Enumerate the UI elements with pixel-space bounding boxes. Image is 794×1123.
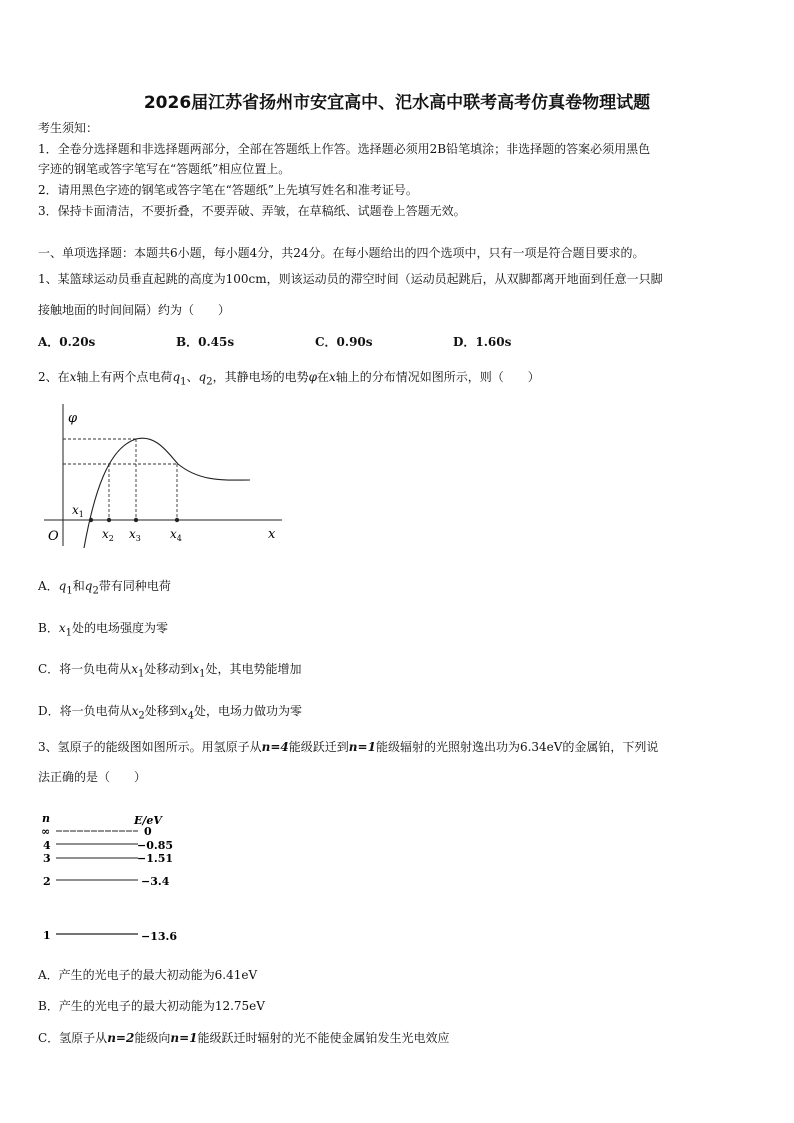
- label-x3: $x_3$: [129, 527, 141, 543]
- level-label-3: 3: [43, 852, 51, 865]
- page-title: 2026届江苏省扬州市安宜高中、汜水高中联考高考仿真卷物理试题: [143, 93, 651, 113]
- level-energy-inf: 0: [144, 825, 152, 838]
- notice-heading: 考生须知：: [38, 121, 99, 135]
- level-label-inf: ∞: [41, 825, 51, 838]
- level-label-4: 4: [43, 839, 51, 852]
- notice-item: 2．请用黑色字迹的钢笔或答字笔在“答题纸”上先填写姓名和准考证号。: [38, 183, 418, 197]
- q2-option-a[interactable]: A．$q_1$和$q_2$带有同种电荷: [38, 579, 171, 597]
- q1-option-d[interactable]: D．1.60s: [453, 335, 512, 349]
- level-energy-1: −13.6: [141, 930, 178, 943]
- q2-option-c[interactable]: C．将一负电荷从$x_1$处移动到$x_1$处，其电势能增加: [38, 662, 302, 680]
- point-x3: [134, 518, 138, 522]
- q1-stem-line2: 接触地面的时间间隔）约为（ ）: [38, 303, 231, 317]
- q1-stem-line1: 1、某篮球运动员垂直起跳的高度为100cm，则该运动员的滞空时间（运动员起跳后，从双脚都离开地面到任意一只脚: [38, 272, 663, 286]
- graph-x-label: x: [268, 527, 276, 542]
- graph-origin-label: O: [48, 529, 59, 544]
- diagram-n-header: n: [42, 812, 50, 825]
- q1-option-b[interactable]: B．0.45s: [176, 335, 235, 349]
- energy-level-diagram: [38, 810, 208, 950]
- q3-stem-line2: 法正确的是（ ）: [38, 770, 147, 784]
- q2-option-d[interactable]: D．将一负电荷从$x_2$处移到$x_4$处，电场力做功为零: [38, 704, 302, 722]
- q3-option-c[interactable]: C．氢原子从n=2能级向n=1能级跃迁时辐射的光不能使金属铂发生光电效应: [38, 1031, 450, 1045]
- potential-graph: [38, 398, 288, 548]
- q3-stem-line1: 3、氢原子的能级图如图所示。用氢原子从n=4能级跃迁到n=1能级辐射的光照射逸出功为6.34eV的金属铂，下列说: [38, 740, 659, 754]
- level-energy-4: −0.85: [137, 839, 174, 852]
- label-x2: $x_2$: [102, 527, 114, 543]
- notice-item: 1．全卷分选择题和非选择题两部分，全部在答题纸上作答。选择题必须用2B铅笔填涂；非选择题的答案必须用黑色: [38, 142, 651, 156]
- point-x2: [107, 518, 111, 522]
- q3-option-a[interactable]: A．产生的光电子的最大初动能为6.41eV: [38, 968, 258, 982]
- graph-y-label: φ: [68, 411, 78, 426]
- level-label-2: 2: [43, 875, 51, 888]
- level-label-1: 1: [43, 929, 51, 942]
- section-heading: 一、单项选择题：本题共6小题，每小题4分，共24分。在每小题给出的四个选项中，只有一项是符合题目要求的。: [38, 246, 645, 260]
- q1-option-c[interactable]: C．0.90s: [315, 335, 373, 349]
- diagram-e-header: E/eV: [134, 814, 162, 827]
- q1-options: [38, 333, 758, 351]
- potential-curve: [84, 438, 250, 548]
- q2-option-b[interactable]: B．$x_1$处的电场强度为零: [38, 621, 168, 639]
- level-energy-3: −1.51: [137, 852, 174, 865]
- label-x1: $x_1$: [72, 503, 84, 519]
- level-energy-2: −3.4: [141, 875, 170, 888]
- label-x4: $x_4$: [170, 527, 182, 543]
- q1-option-a[interactable]: A．0.20s: [38, 335, 96, 349]
- point-x1: [89, 518, 93, 522]
- notice-item: 3．保持卡面清洁，不要折叠，不要弄破、弄皱，在草稿纸、试题卷上答题无效。: [38, 204, 466, 218]
- point-x4: [175, 518, 179, 522]
- q2-stem: 2、在x轴上有两个点电荷$q_1$、$q_2$，其静电场的电势φ在x轴上的分布情况如图所示，则（ ）: [38, 370, 540, 388]
- notice-item: 字迹的钢笔或答字笔写在“答题纸”相应位置上。: [38, 162, 291, 176]
- q3-option-b[interactable]: B．产生的光电子的最大初动能为12.75eV: [38, 999, 265, 1013]
